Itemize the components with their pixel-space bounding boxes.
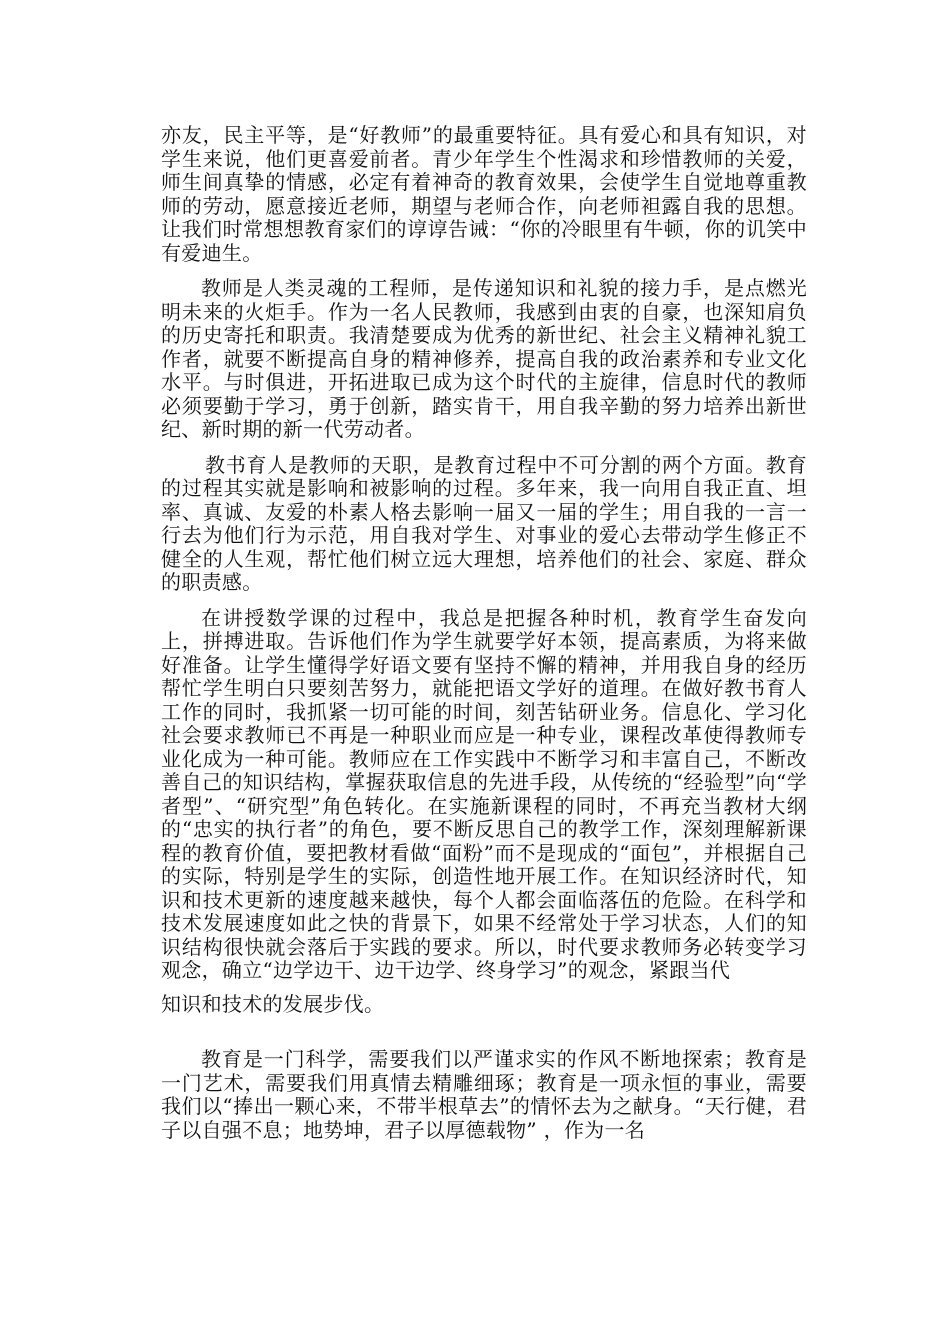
paragraph-3: 教书育人是教师的天职，是教育过程中不可分割的两个方面。教育的过程其实就是影响和被影响的过程。多年来，我一向用自我正直、坦率、真诚、友爱的朴素人格去影响一届又一届的学生；用自我的一言一行去为他们行为示范，用自我对学生、对事业的爱心去带动学生修正不健全的人生观，帮忙他们树立远大理想，培养他们的社会、家庭、群众的职责感。 (161, 452, 807, 594)
paragraph-gap (161, 442, 807, 454)
paragraph-5: 教育是一门科学，需要我们以严谨求实的作风不断地探索；教育是一门艺术，需要我们用真情去精雕细琢；教育是一项永恒的事业，需要我们以“捧出一颗心来，不带半根草去”的情怀去为之献身。“天行健，君子以自强不息；地势坤，君子以厚德载物” ，作为一名 (161, 1047, 807, 1142)
paragraph-gap (161, 595, 807, 607)
paragraph-4-continuation: 知识和技术的发展步伐。 (161, 991, 385, 1016)
paragraph-1: 亦友，民主平等，是“好教师”的最重要特征。具有爱心和具有知识，对学生来说，他们更喜爱前者。青少年学生个性渴求和珍惜教师的关爱，师生间真挚的情感，必定有着神奇的教育效果，会使学生自觉地尊重教师的劳动，愿意接近老师，期望与老师合作，向老师袒露自我的思想。让我们时常想想教育家们的谆谆告诫：“你的冷眼里有牛顿，你的讥笑中有爱迪生。 (161, 123, 807, 265)
paragraph-gap (161, 1016, 807, 1048)
paragraph-4: 在讲授数学课的过程中，我总是把握各种时机，教育学生奋发向上，拼搏进取。告诉他们作为学生就要学好本领，提高素质，为将来做好准备。让学生懂得学好语文要有坚持不懈的精神，并用我自身的经历帮忙学生明白只要刻苦努力，就能把语文学好的道理。在做好教书育人工作的同时，我抓紧一切可能的时间，刻苦钻研业务。信息化、学习化社会要求教师已不再是一种职业而应是一种专业，课程改革使得教师专业化成为一种可能。教师应在工作实践中不断学习和丰富自己，不断改善自己的知识结构，掌握获取信息的先进手段，从传统的“经验型”向“学者型”、“研究型”角色转化。在实施新课程的同时，不再充当教材大纲的“忠实的执行者”的角色，要不断反思自己的教学工作，深刻理解新课程的教育价值，要把教材看做“面粉”而不是现成的“面包”，并根据自己的实际，特别是学生的实际，创造性地开展工作。在知识经济时代，知识和技术更新的速度越来越快，每个人都会面临落伍的危险。在科学和技术发展速度如此之快的背景下，如果不经常处于学习状态，人们的知识结构很快就会落后于实践的要求。所以，时代要求教师务必转变学习观念，确立“边学边干、边干边学、终身学习”的观念，紧跟当代 (161, 605, 807, 982)
paragraph-2: 教师是人类灵魂的工程师，是传递知识和礼貌的接力手，是点燃光明未来的火炬手。作为一名人民教师，我感到由衷的自豪，也深知肩负的历史寄托和职责。我清楚要成为优秀的新世纪、社会主义精神礼貌工作者，就要不断提高自身的精神修养，提高自我的政治素养和专业文化水平。与时俱进，开拓进取已成为这个时代的主旋律，信息时代的教师必须要勤于学习，勇于创新，踏实肯干，用自我辛勤的努力培养出新世纪、新时期的新一代劳动者。 (161, 276, 807, 441)
document-body (161, 124, 807, 1142)
